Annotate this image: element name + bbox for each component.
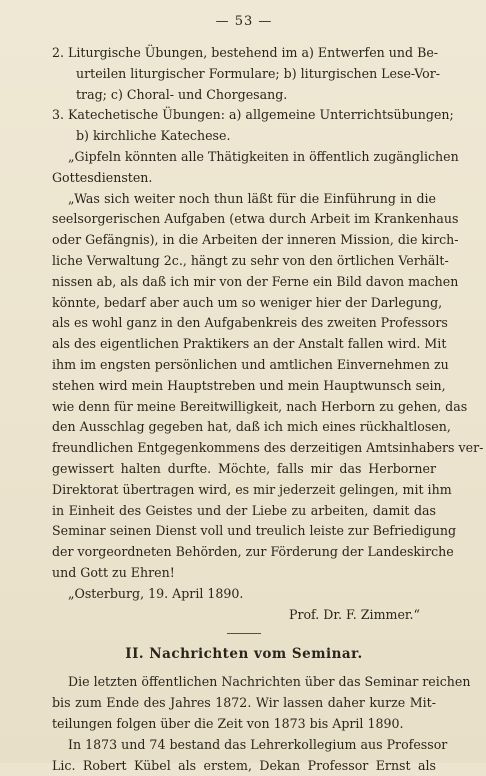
text-line: oder Gefängnis), in die Arbeiten der inneren Mission, die kirch- [52, 230, 436, 251]
letter-text [52, 43, 436, 625]
text-line: Lic. Robert Kübel als erstem, Dekan Professor Ernst als [52, 756, 436, 776]
text-line: urteilen liturgischer Formulare; b) liturgischen Lese-Vor- [52, 64, 436, 85]
text-line: und Gott zu Ehren! [52, 563, 436, 584]
text-line: Seminar seinen Dienst voll und treulich leiste zur Befriedigung [52, 521, 436, 542]
text-line: In 1873 und 74 bestand das Lehrerkollegium aus Professor [52, 735, 436, 756]
text-line: freundlichen Entgegenkommens des derzeitigen Amtsinhabers ver- [52, 438, 436, 459]
text-line: Die letzten öffentlichen Nachrichten über das Seminar reichen [52, 672, 436, 693]
text-line: seelsorgerischen Aufgaben (etwa durch Arbeit im Krankenhaus [52, 209, 436, 230]
text-line: „Gipfeln könnten alle Thätigkeiten in öffentlich zugänglichen [52, 147, 436, 168]
text-line: „Was sich weiter noch thun läßt für die Einführung in die [52, 189, 436, 210]
text-line: als des eigentlichen Praktikers an der Anstalt fallen wird. Mit [52, 334, 436, 355]
text-line: nissen ab, als daß ich mir von der Ferne ein Bild davon machen [52, 272, 436, 293]
section-text [52, 672, 436, 776]
text-line: liche Verwaltung 2c., hängt zu sehr von den örtlichen Verhält- [52, 251, 436, 272]
text-line: wie denn für meine Bereitwilligkeit, nach Herborn zu gehen, das [52, 397, 436, 418]
text-line: den Ausschlag gegeben hat, daß ich mich eines rückhaltlosen, [52, 417, 436, 438]
text-line: 3. Katechetische Übungen: a) allgemeine Unterrichtsübungen; [52, 105, 436, 126]
section-heading: II. Nachrichten vom Seminar. [52, 646, 436, 662]
text-line: 2. Liturgische Übungen, bestehend im a) Entwerfen und Be- [52, 43, 436, 64]
text-line: der vorgeordneten Behörden, zur Förderung der Landeskirche [52, 542, 436, 563]
text-line: gewissert halten durfte. Möchte, falls mir das Herborner [52, 459, 436, 480]
page-number: — 53 — [52, 14, 436, 29]
text-line: bis zum Ende des Jahres 1872. Wir lassen daher kurze Mit- [52, 693, 436, 714]
text-line: Gottesdiensten. [52, 168, 436, 189]
text-line: ihm im engsten persönlichen und amtlichen Einvernehmen zu [52, 355, 436, 376]
text-line: könnte, bedarf aber auch um so weniger hier der Darlegung, [52, 293, 436, 314]
text-line: als es wohl ganz in den Aufgabenkreis des zweiten Professors [52, 313, 436, 334]
text-line: trag; c) Choral- und Chorgesang. [52, 85, 436, 106]
text-line: b) kirchliche Katechese. [52, 126, 436, 147]
text-line: Direktorat übertragen wird, es mir jederzeit gelingen, mit ihm [52, 480, 436, 501]
text-line: stehen wird mein Hauptstreben und mein Hauptwunsch sein, [52, 376, 436, 397]
text-line: Prof. Dr. F. Zimmer.“ [52, 605, 436, 626]
text-line: in Einheit des Geistes und der Liebe zu arbeiten, damit das [52, 501, 436, 522]
text-line: „Osterburg, 19. April 1890. [52, 584, 436, 605]
text-line: teilungen folgen über die Zeit von 1873 bis April 1890. [52, 714, 436, 735]
section-divider [227, 633, 261, 634]
